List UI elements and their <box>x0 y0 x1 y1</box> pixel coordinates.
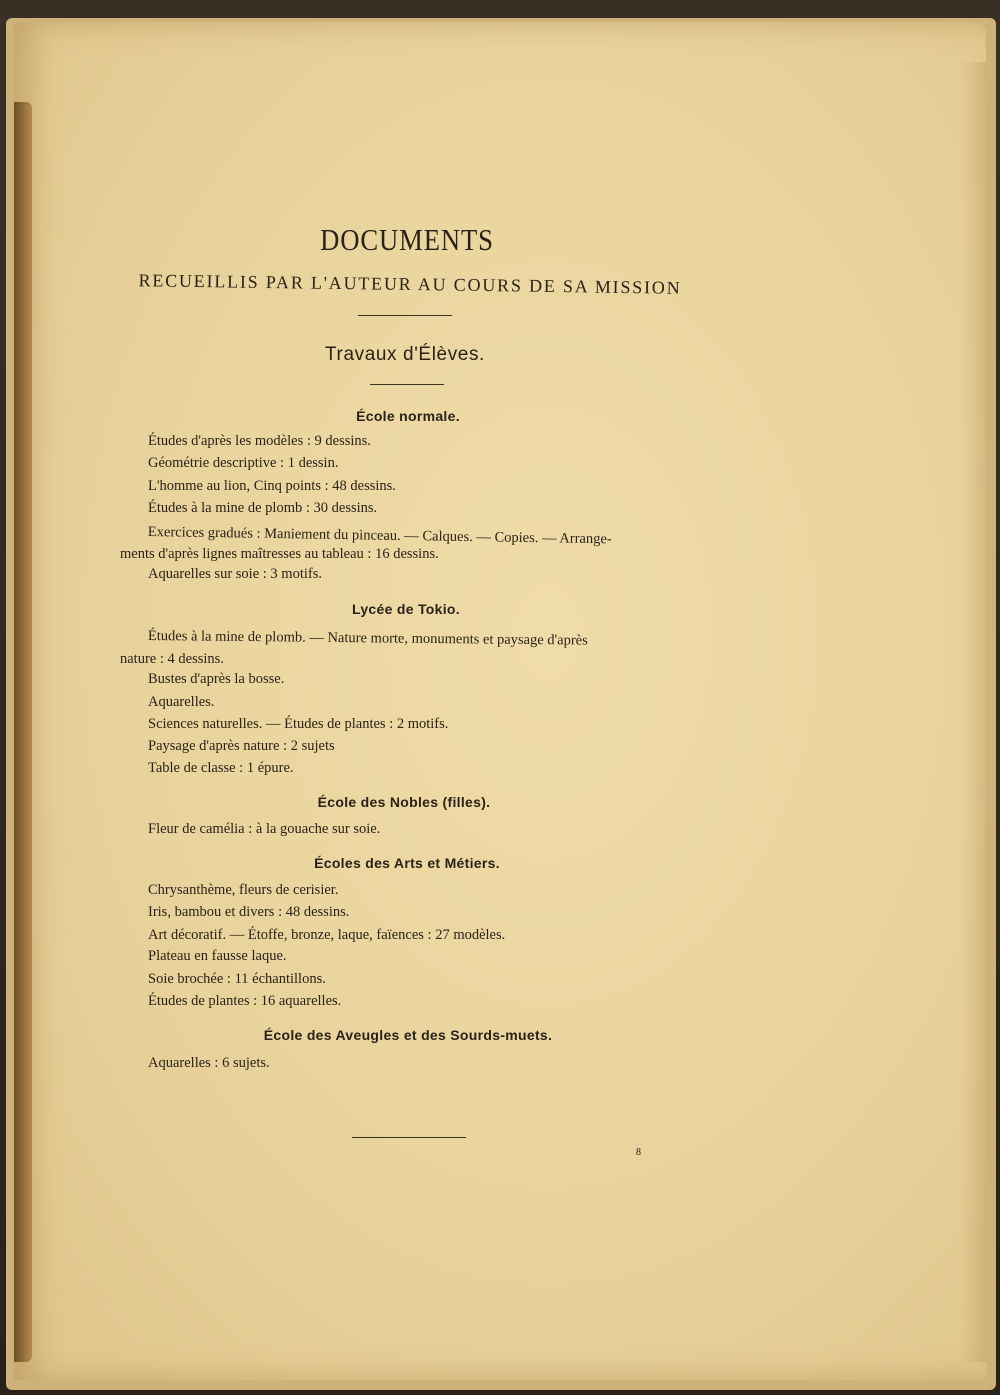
school-heading: École des Aveugles et des Sourds-muets. <box>263 1027 553 1043</box>
title-divider <box>358 315 452 316</box>
list-item: Sciences naturelles. — Études de plantes : 2 motifs. <box>148 716 449 732</box>
bottom-divider <box>352 1137 466 1138</box>
list-item-continuation: ments d'après lignes maîtresses au tableau : 16 dessins. <box>120 546 439 562</box>
list-item: Iris, bambou et divers : 48 dessins. <box>148 904 350 920</box>
list-item: Fleur de camélia : à la gouache sur soie. <box>148 821 381 837</box>
document-subtitle: RECUEILLIS PAR L'AUTEUR AU COURS DE SA MISSION <box>138 270 682 298</box>
list-item: Études à la mine de plomb. — Nature morte, monuments et paysage d'après <box>147 628 588 649</box>
list-item: L'homme au lion, Cinq points : 48 dessins. <box>148 478 396 494</box>
list-item-continuation: nature : 4 dessins. <box>120 651 224 667</box>
list-item: Table de classe : 1 épure. <box>148 760 294 776</box>
section-title: Travaux d'Élèves. <box>325 344 485 365</box>
list-item: Art décoratif. — Étoffe, bronze, laque, faïences : 27 modèles. <box>148 927 506 943</box>
list-item: Chrysanthème, fleurs de cerisier. <box>148 882 339 898</box>
list-item: Soie brochée : 11 échantillons. <box>148 971 326 987</box>
school-heading: Lycée de Tokio. <box>352 601 460 617</box>
list-item: Aquarelles : 6 sujets. <box>148 1055 270 1071</box>
list-item: Exercices gradués : Maniement du pinceau. — Calques. — Copies. — Arrange- <box>147 524 612 548</box>
section-divider <box>370 384 444 385</box>
list-item: Études à la mine de plomb : 30 dessins. <box>148 500 378 516</box>
list-item: Études d'après les modèles : 9 dessins. <box>148 433 371 449</box>
list-item: Études de plantes : 16 aquarelles. <box>148 993 342 1009</box>
list-item: Aquarelles sur soie : 3 motifs. <box>148 566 322 582</box>
document-title: DOCUMENTS <box>320 222 494 257</box>
list-item: Aquarelles. <box>148 694 215 710</box>
school-heading: Écoles des Arts et Métiers. <box>314 855 500 871</box>
page-number: 8 <box>636 1147 641 1158</box>
school-heading: École des Nobles (filles). <box>317 794 491 810</box>
list-item: Bustes d'après la bosse. <box>148 671 285 687</box>
list-item: Plateau en fausse laque. <box>148 948 287 964</box>
list-item: Géométrie descriptive : 1 dessin. <box>148 455 339 471</box>
list-item: Paysage d'après nature : 2 sujets <box>148 738 335 754</box>
school-heading: École normale. <box>356 408 460 424</box>
